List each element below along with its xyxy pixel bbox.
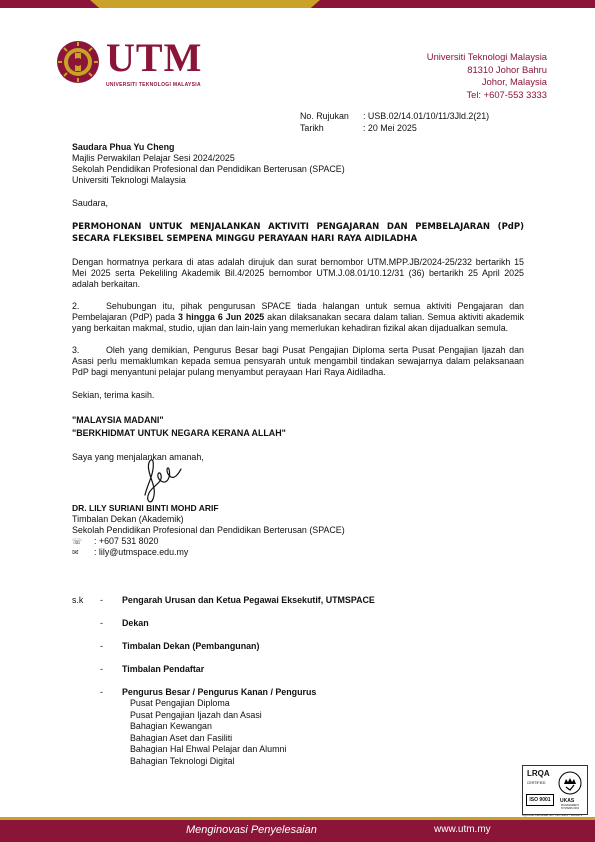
certified-text: CERTIFIED: [527, 781, 546, 785]
cc-dash: -: [100, 595, 103, 605]
cc-subitem: Pusat Pengajian Ijazah dan Asasi: [130, 709, 262, 720]
signer-org: Sekolah Pendidikan Profesional dan Pendidikan Berterusan (SPACE): [72, 525, 345, 535]
recipient-line: Majlis Perwakilan Pelajar Sesi 2024/2025: [72, 153, 235, 163]
utm-crest-icon: [56, 40, 100, 84]
cc-subitem: Pusat Pengajian Diploma: [130, 698, 230, 708]
cc-subitem: Bahagian Teknologi Digital: [130, 755, 235, 766]
cc-dash: -: [100, 664, 103, 674]
handwritten-signature: [127, 455, 187, 507]
address-line: 81310 Johor Bahru: [467, 63, 547, 75]
cc-item: Timbalan Dekan (Pembangunan): [122, 641, 260, 651]
signer-phone: : +607 531 8020: [94, 536, 159, 546]
recipient-name: Saudara Phua Yu Cheng: [72, 142, 175, 152]
ukas-text: UKAS: [560, 798, 575, 804]
cc-item: Pengarah Urusan dan Ketua Pegawai Eksekutif, UTMSPACE: [122, 595, 375, 605]
paragraph-3: [72, 345, 524, 378]
footer-gold-stripe: [0, 817, 595, 820]
address-line: Johor, Malaysia: [481, 76, 547, 87]
signer-title: Timbalan Dekan (Akademik): [72, 514, 184, 524]
paragraph-2-dates: 3 hingga 6 Jun 2025: [178, 312, 265, 322]
slogan-1: "MALAYSIA MADANI": [72, 415, 164, 425]
phone-icon: ☏: [72, 537, 83, 546]
top-bar-gold: [90, 0, 320, 8]
logo-wordmark: UTM: [106, 35, 203, 80]
paragraph-number: 3.: [72, 345, 80, 355]
cc-dash: -: [100, 641, 103, 651]
date-value: : 20 Mei 2025: [363, 122, 417, 133]
paragraph-2-text: Sehubungan itu, pihak pengurusan SPACE tiada halangan untuk semua aktiviti Pengajaran dan Pembelajaran (PdP) pada: [72, 301, 524, 322]
cc-item: Dekan: [122, 618, 149, 628]
certification-note: Approval Certificate No.: ISO 9001 - 0063972: [522, 813, 583, 817]
cc-item: Pengurus Besar / Pengurus Kanan / Pengurus: [122, 687, 317, 697]
iso-badge: ISO 9001: [526, 794, 554, 806]
letter-content: [72, 142, 524, 558]
signer-phone-row: [72, 536, 524, 547]
signature-area: [72, 463, 524, 503]
recipient-line: Universiti Teknologi Malaysia: [72, 175, 186, 185]
paragraph-3-text: Oleh yang demikian, Pengurus Besar bagi Pusat Pengajian Diploma serta Pusat Pengajian Ijazah dan Asasi perlu memaklumkan kepada semua pensyarah untuk mengambil tindakan sewajarnya dalam pelaksanaan PdP bagi menyantuni pelajar pulang menyambut perayaan Hari Raya Aidiladha.: [72, 345, 524, 377]
lrqa-text: LRQA: [527, 769, 550, 778]
cc-subitem: Bahagian Hal Ehwal Pelajar dan Alumni: [130, 744, 287, 754]
certification-badge: [522, 765, 588, 815]
cc-item: Timbalan Pendaftar: [122, 664, 205, 674]
letterhead-address: [427, 51, 547, 101]
cc-subitem: Bahagian Aset dan Fasiliti: [130, 732, 233, 743]
utm-logo: [56, 35, 216, 90]
closing: Sekian, terima kasih.: [72, 390, 155, 400]
footer-url: www.utm.my: [434, 824, 491, 835]
logo-subtext: UNIVERSITI TEKNOLOGI MALAYSIA: [106, 82, 201, 88]
signer-name: DR. LILY SURIANI BINTI MOHD ARIF: [72, 503, 219, 513]
top-color-bar: [0, 0, 595, 8]
cc-dash: -: [100, 618, 103, 628]
paragraph-2-text-end: akan dilaksanakan secara dalam talian. Semua aktiviti akademik yang berkaitan makmal, studio, ujian dan lain-lain yang memerlukan kehadiran fizikal akan dijadualkan semula.: [72, 312, 524, 333]
salutation: Saudara,: [72, 198, 109, 208]
paragraph-number: 2.: [72, 301, 80, 311]
signer-email-row: [72, 547, 524, 558]
letter-subject: PERMOHONAN UNTUK MENJALANKAN AKTIVITI PENGAJARAN DAN PEMBELAJARAN (PdP) SECARA FLEKSIBEL SEMPENA MINGGU PERAYAAN HARI RAYA AIDILADHA: [72, 222, 524, 244]
reference-label: No. Rujukan: [300, 111, 349, 121]
address-phone: Tel: +607-553 3333: [466, 88, 547, 100]
cc-subitems: [130, 698, 286, 767]
signer-email: : lily@utmspace.edu.my: [94, 547, 189, 557]
date-label: Tarikh: [300, 122, 324, 133]
date-row: [300, 123, 489, 135]
footer-bar: [0, 817, 595, 842]
reference-value: : USB.02/14.01/10/11/3Jld.2(21): [363, 111, 490, 121]
paragraph-1: Dengan hormatnya perkara di atas adalah dirujuk dan surat bernombor UTM.MPP.JB/2024-25/232 bertarikh 15 Mei 2025 serta Pekeliling Akademik Bil.4/2025 bernombor UTM.J.08.01/10.12/31 (36) bertarikh 25 April 2025 adalah berkaitan.: [72, 257, 524, 289]
footer-tagline: Menginovasi Penyelesaian: [186, 824, 317, 836]
cc-dash: -: [100, 687, 103, 697]
reference-row: [300, 111, 489, 123]
envelope-icon: ✉: [72, 548, 79, 557]
reference-block: [300, 111, 489, 134]
recipient-line: Sekolah Pendidikan Profesional dan Pendidikan Berterusan (SPACE): [72, 164, 345, 174]
paragraph-2: [72, 301, 524, 334]
cc-label: s.k: [72, 595, 84, 605]
signature-intro: Saya yang menjalankan amanah,: [72, 452, 204, 462]
ukas-caption: MANAGEMENT SYSTEMS 0001: [560, 804, 580, 810]
slogan-2: "BERKHIDMAT UNTUK NEGARA KERANA ALLAH": [72, 428, 286, 438]
ukas-crown-icon: [557, 770, 583, 798]
cc-subitem: Bahagian Kewangan: [130, 721, 212, 731]
address-line: Universiti Teknologi Malaysia: [426, 51, 547, 62]
